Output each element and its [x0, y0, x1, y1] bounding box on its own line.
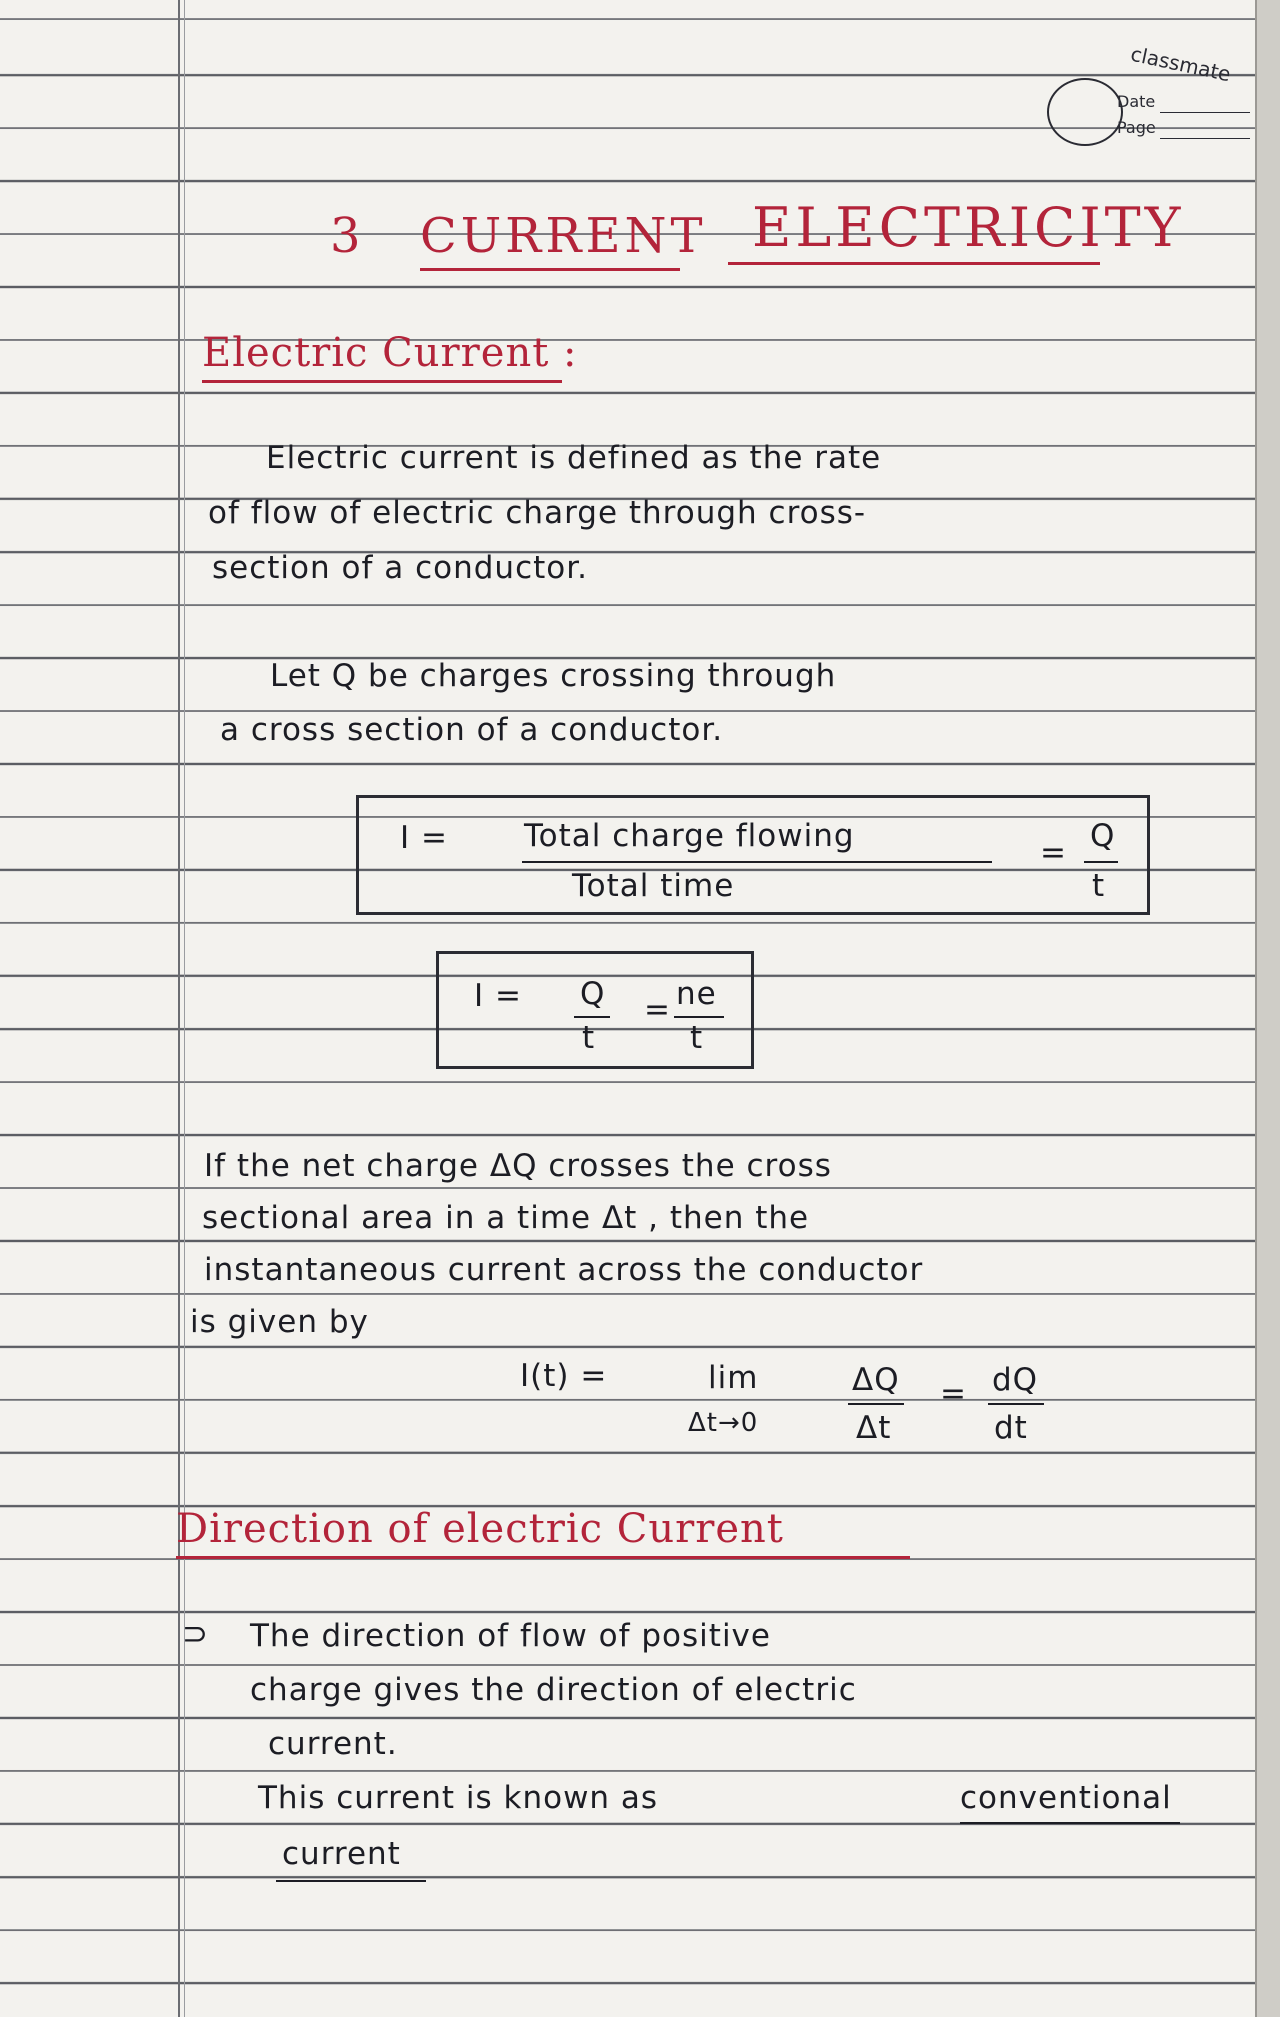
brand-logo-icon [1047, 78, 1123, 146]
heading-direction-underline [176, 1556, 910, 1559]
para2-line1: Let Q be charges crossing through [270, 658, 837, 694]
title-underline-1 [420, 268, 680, 271]
para4-line2: charge gives the direction of electric [250, 1672, 857, 1708]
page-label: Page [1117, 118, 1156, 137]
para5-term: conventional [960, 1780, 1172, 1816]
formula2-t2: t [690, 1020, 704, 1056]
heading-direction: Direction of electric Current [176, 1506, 784, 1552]
para1-line2: of flow of electric charge through cross- [208, 495, 867, 531]
title-word-electricity: ELECTRICITY [752, 196, 1185, 259]
formula1-denominator: Total time [572, 868, 735, 904]
date-line [1160, 112, 1250, 113]
formula3-num2: dQ [992, 1362, 1039, 1398]
formula3-den2: dt [994, 1410, 1028, 1446]
formula2-bar-1 [574, 1016, 610, 1018]
heading-underline [202, 380, 562, 383]
formula3-bar-1 [848, 1403, 904, 1405]
chapter-number: 3 [330, 208, 365, 264]
formula1-qt-bar [1084, 861, 1118, 863]
formula1-fraction-bar [522, 861, 992, 863]
formula3-equals: = [940, 1376, 967, 1412]
para3-line3: instantaneous current across the conductor [204, 1252, 924, 1288]
formula2-bar-2 [674, 1016, 724, 1018]
formula2-t: t [582, 1020, 596, 1056]
formula3-lhs: I(t) = [520, 1358, 608, 1394]
formula-box-1 [356, 795, 1150, 915]
title-word-current: CURRENT [420, 208, 707, 264]
formula3-bar-2 [988, 1403, 1044, 1405]
para5-line2-underline [276, 1880, 426, 1882]
formula1-numerator: Total charge flowing [524, 818, 855, 854]
heading-electric-current: Electric Current : [202, 330, 578, 376]
formula2-lhs: I = [474, 978, 522, 1014]
para3-line1: If the net charge ΔQ crosses the cross [204, 1148, 832, 1184]
formula1-q: Q [1090, 818, 1116, 854]
margin-line [178, 0, 180, 2017]
title-underline-2 [728, 262, 1100, 265]
page-line [1160, 138, 1250, 139]
formula2-ne: ne [676, 976, 717, 1012]
bullet-icon: ⊃ [182, 1616, 209, 1652]
formula1-equals: = [1040, 835, 1067, 871]
para1-line1: Electric current is defined as the rate [266, 440, 882, 476]
para5-term-underline [960, 1822, 1180, 1824]
formula2-q: Q [580, 976, 606, 1012]
para3-line2: sectional area in a time Δt , then the [202, 1200, 810, 1236]
para1-line3: section of a conductor. [212, 550, 588, 586]
margin-line-inner [184, 0, 185, 2017]
para5-line2: current [282, 1836, 401, 1872]
formula2-equals: = [644, 992, 671, 1028]
para2-line2: a cross section of a conductor. [220, 712, 724, 748]
formula3-lim: lim [708, 1360, 759, 1396]
formula3-num1: ΔQ [852, 1362, 900, 1398]
brand-name: classmate [1128, 41, 1233, 87]
para3-line4: is given by [190, 1304, 369, 1340]
para5-line1: This current is known as [258, 1780, 659, 1816]
para4-line1: The direction of flow of positive [250, 1618, 771, 1654]
formula1-t: t [1092, 868, 1106, 904]
para4-line3: current. [268, 1726, 398, 1762]
formula3-lim-subscript: Δt→0 [688, 1408, 759, 1438]
date-label: Date [1117, 92, 1156, 111]
formula1-lhs: I = [400, 820, 448, 856]
page-edge [1255, 0, 1280, 2017]
formula3-den1: Δt [856, 1410, 892, 1446]
